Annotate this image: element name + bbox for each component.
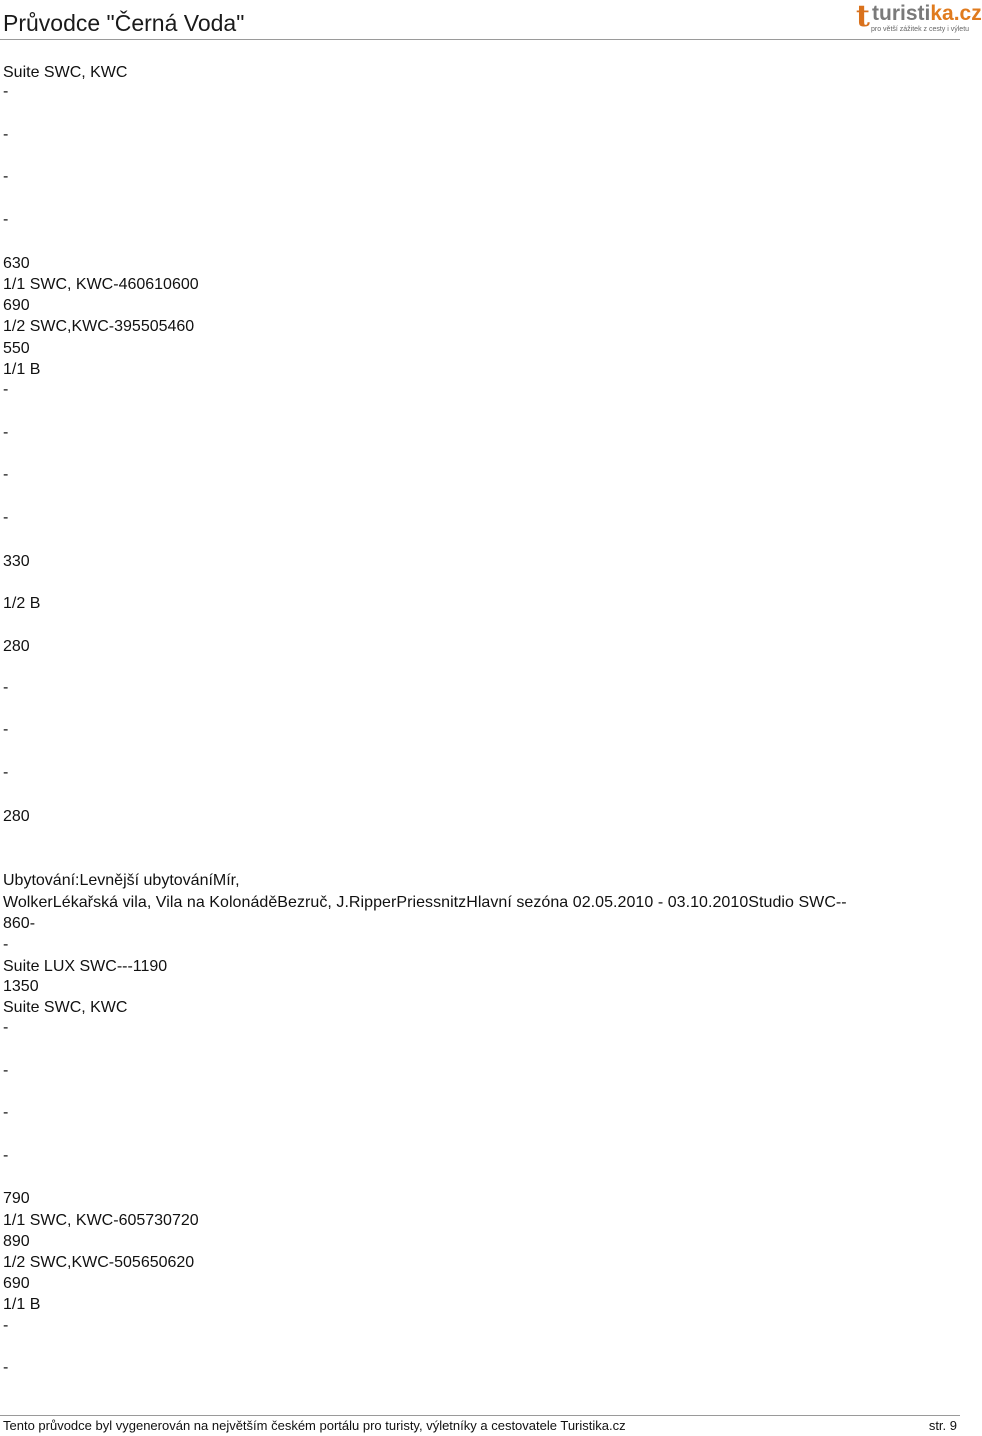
text-line: 1/2 SWC,KWC-395505460 (3, 318, 195, 335)
text-line: - (3, 168, 9, 185)
text-line: 1/2 SWC,KWC-505650620 (3, 1254, 195, 1271)
text-line: 1/1 B (3, 1296, 41, 1313)
text-line: - (3, 1359, 9, 1376)
text-line: 280 (3, 808, 30, 825)
page-number: str. 9 (928, 1418, 957, 1433)
page-footer (0, 1415, 960, 1436)
text-line: 1/1 B (3, 361, 41, 378)
text-line: WolkerLékařská vila, Vila na KolonáděBezruč, J.RipperPriessnitzHlavní sezóna 02.05.2010 - 03.10.2010Studio SWC-- (3, 894, 847, 911)
logo-wordmark-part2: ka.cz (930, 2, 982, 25)
text-line: - (3, 679, 9, 696)
text-line: 630 (3, 255, 30, 272)
text-line: 280 (3, 638, 30, 655)
text-line: Ubytování:Levnější ubytováníMír, (3, 872, 240, 889)
text-line: Suite SWC, KWC (3, 999, 128, 1016)
text-line: 1/2 B (3, 595, 41, 612)
text-line: - (3, 1317, 9, 1334)
text-line: 690 (3, 1275, 30, 1292)
text-line: - (3, 721, 9, 738)
text-line: 550 (3, 340, 30, 357)
text-line: - (3, 936, 9, 953)
text-line: 860- (3, 915, 36, 932)
text-line: - (3, 83, 9, 100)
text-line: - (3, 1019, 9, 1036)
turistika-t-logo-icon: t (856, 0, 870, 34)
text-line: - (3, 466, 9, 483)
text-line: - (3, 1062, 9, 1079)
logo-wordmark-part1: turisti (872, 2, 931, 25)
text-line: 1350 (3, 978, 39, 995)
text-line: 1/1 SWC, KWC-460610600 (3, 276, 199, 293)
text-line: 790 (3, 1190, 30, 1207)
text-line: 1/1 SWC, KWC-605730720 (3, 1212, 199, 1229)
text-line: - (3, 126, 9, 143)
text-line: 330 (3, 553, 30, 570)
footer-text: Tento průvodce byl vygenerován na největším českém portálu pro turisty, výletníky a cestovatele Turistika.cz (3, 1418, 626, 1433)
turistika-logo[interactable] (856, 0, 982, 38)
text-line: - (3, 509, 9, 526)
page-header (0, 0, 982, 40)
text-line: Suite LUX SWC---1190 (3, 958, 168, 975)
text-line: - (3, 1147, 9, 1164)
document-title: Průvodce "Černá Voda" (3, 10, 245, 36)
logo-wordmark (872, 2, 982, 26)
text-line: 690 (3, 297, 30, 314)
text-line: - (3, 381, 9, 398)
logo-tagline: pro větší zážitek z cesty i výletu (871, 26, 970, 33)
text-line: 890 (3, 1233, 30, 1250)
text-line: - (3, 764, 9, 781)
text-line: - (3, 424, 9, 441)
text-line: Suite SWC, KWC (3, 64, 128, 81)
text-line: - (3, 211, 9, 228)
text-line: - (3, 1104, 9, 1121)
